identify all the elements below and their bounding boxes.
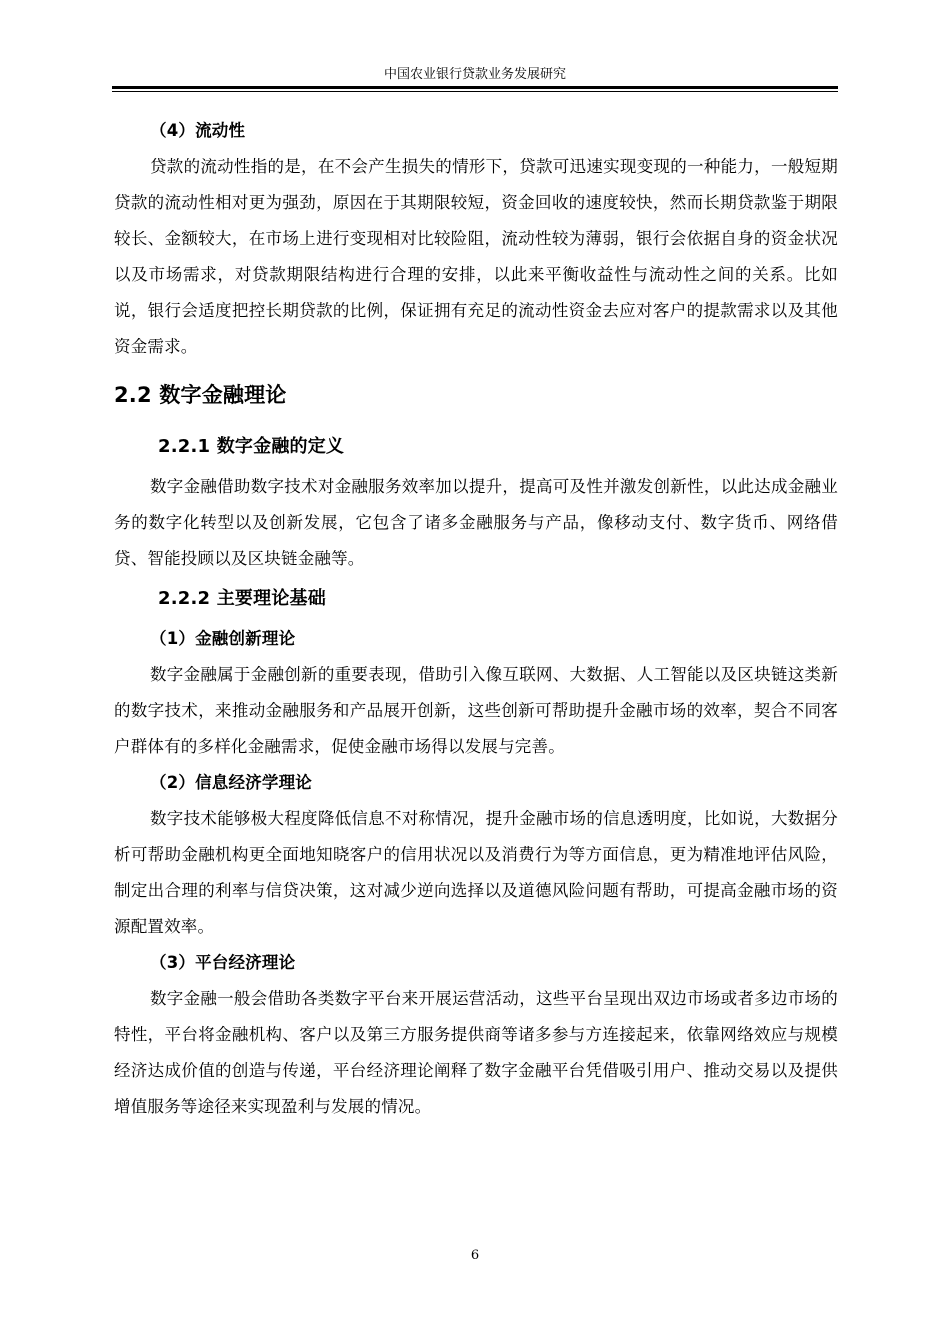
paragraph-definition: 数字金融借助数字技术对金融服务效率加以提升，提高可及性并激发创新性，以此达成金融业务的数字化转型以及创新发展，它包含了诸多金融服务与产品，像移动支付、数字货币、网络借贷、智能投顾以及区块链金融等。 [114, 477, 838, 568]
header-rule-thin [112, 91, 838, 92]
paragraph-financial-innovation: 数字金融属于金融创新的重要表现，借助引入像互联网、大数据、人工智能以及区块链这类新的数字技术，来推动金融服务和产品展开创新，这些创新可帮助提升金融市场的效率，契合不同客户群体有的多样化金融需求，促使金融市场得以发展与完善。 [114, 665, 838, 756]
subheading-liquidity: （4）流动性 [150, 121, 246, 140]
subheading-information-economics: （2）信息经济学理论 [150, 773, 312, 792]
heading-theoretical-basis: 2.2.2 主要理论基础 [158, 588, 326, 609]
subheading-financial-innovation: （1）金融创新理论 [150, 629, 296, 648]
paragraph-liquidity: 贷款的流动性指的是，在不会产生损失的情形下，贷款可迅速实现变现的一种能力，一般短期贷款的流动性相对更为强劲，原因在于其期限较短，资金回收的速度较快，然而长期贷款鉴于期限较长、金额较大，在市场上进行变现相对比较险阻，流动性较为薄弱，银行会依据自身的资金状况以及市场需求，对贷款期限结构进行合理的安排，以此来平衡收益性与流动性之间的关系。比如说，银行会适度把控长期贷款的比例，保证拥有充足的流动性资金去应对客户的提款需求以及其他资金需求。 [114, 157, 838, 356]
heading-definition: 2.2.1 数字金融的定义 [158, 436, 345, 457]
paragraph-platform-economics: 数字金融一般会借助各类数字平台来开展运营活动，这些平台呈现出双边市场或者多边市场的特性，平台将金融机构、客户以及第三方服务提供商等诸多参与方连接起来，依靠网络效应与规模经济达成价值的创造与传递，平台经济理论阐释了数字金融平台凭借吸引用户、推动交易以及提供增值服务等途径来实现盈利与发展的情况。 [114, 989, 838, 1116]
running-header: 中国农业银行贷款业务发展研究 [383, 67, 566, 82]
section-heading-digital-finance-theory: 2.2 数字金融理论 [114, 383, 287, 407]
body-content [114, 113, 838, 1125]
header-rule-thick [112, 86, 838, 89]
subheading-platform-economics: （3）平台经济理论 [150, 953, 296, 972]
paragraph-information-economics: 数字技术能够极大程度降低信息不对称情况，提升金融市场的信息透明度，比如说，大数据分析可帮助金融机构更全面地知晓客户的信用状况以及消费行为等方面信息，更为精准地评估风险，制定出合理的利率与信贷决策，这对减少逆向选择以及道德风险问题有帮助，可提高金融市场的资源配置效率。 [114, 809, 838, 936]
page-number: 6 [470, 1248, 480, 1263]
